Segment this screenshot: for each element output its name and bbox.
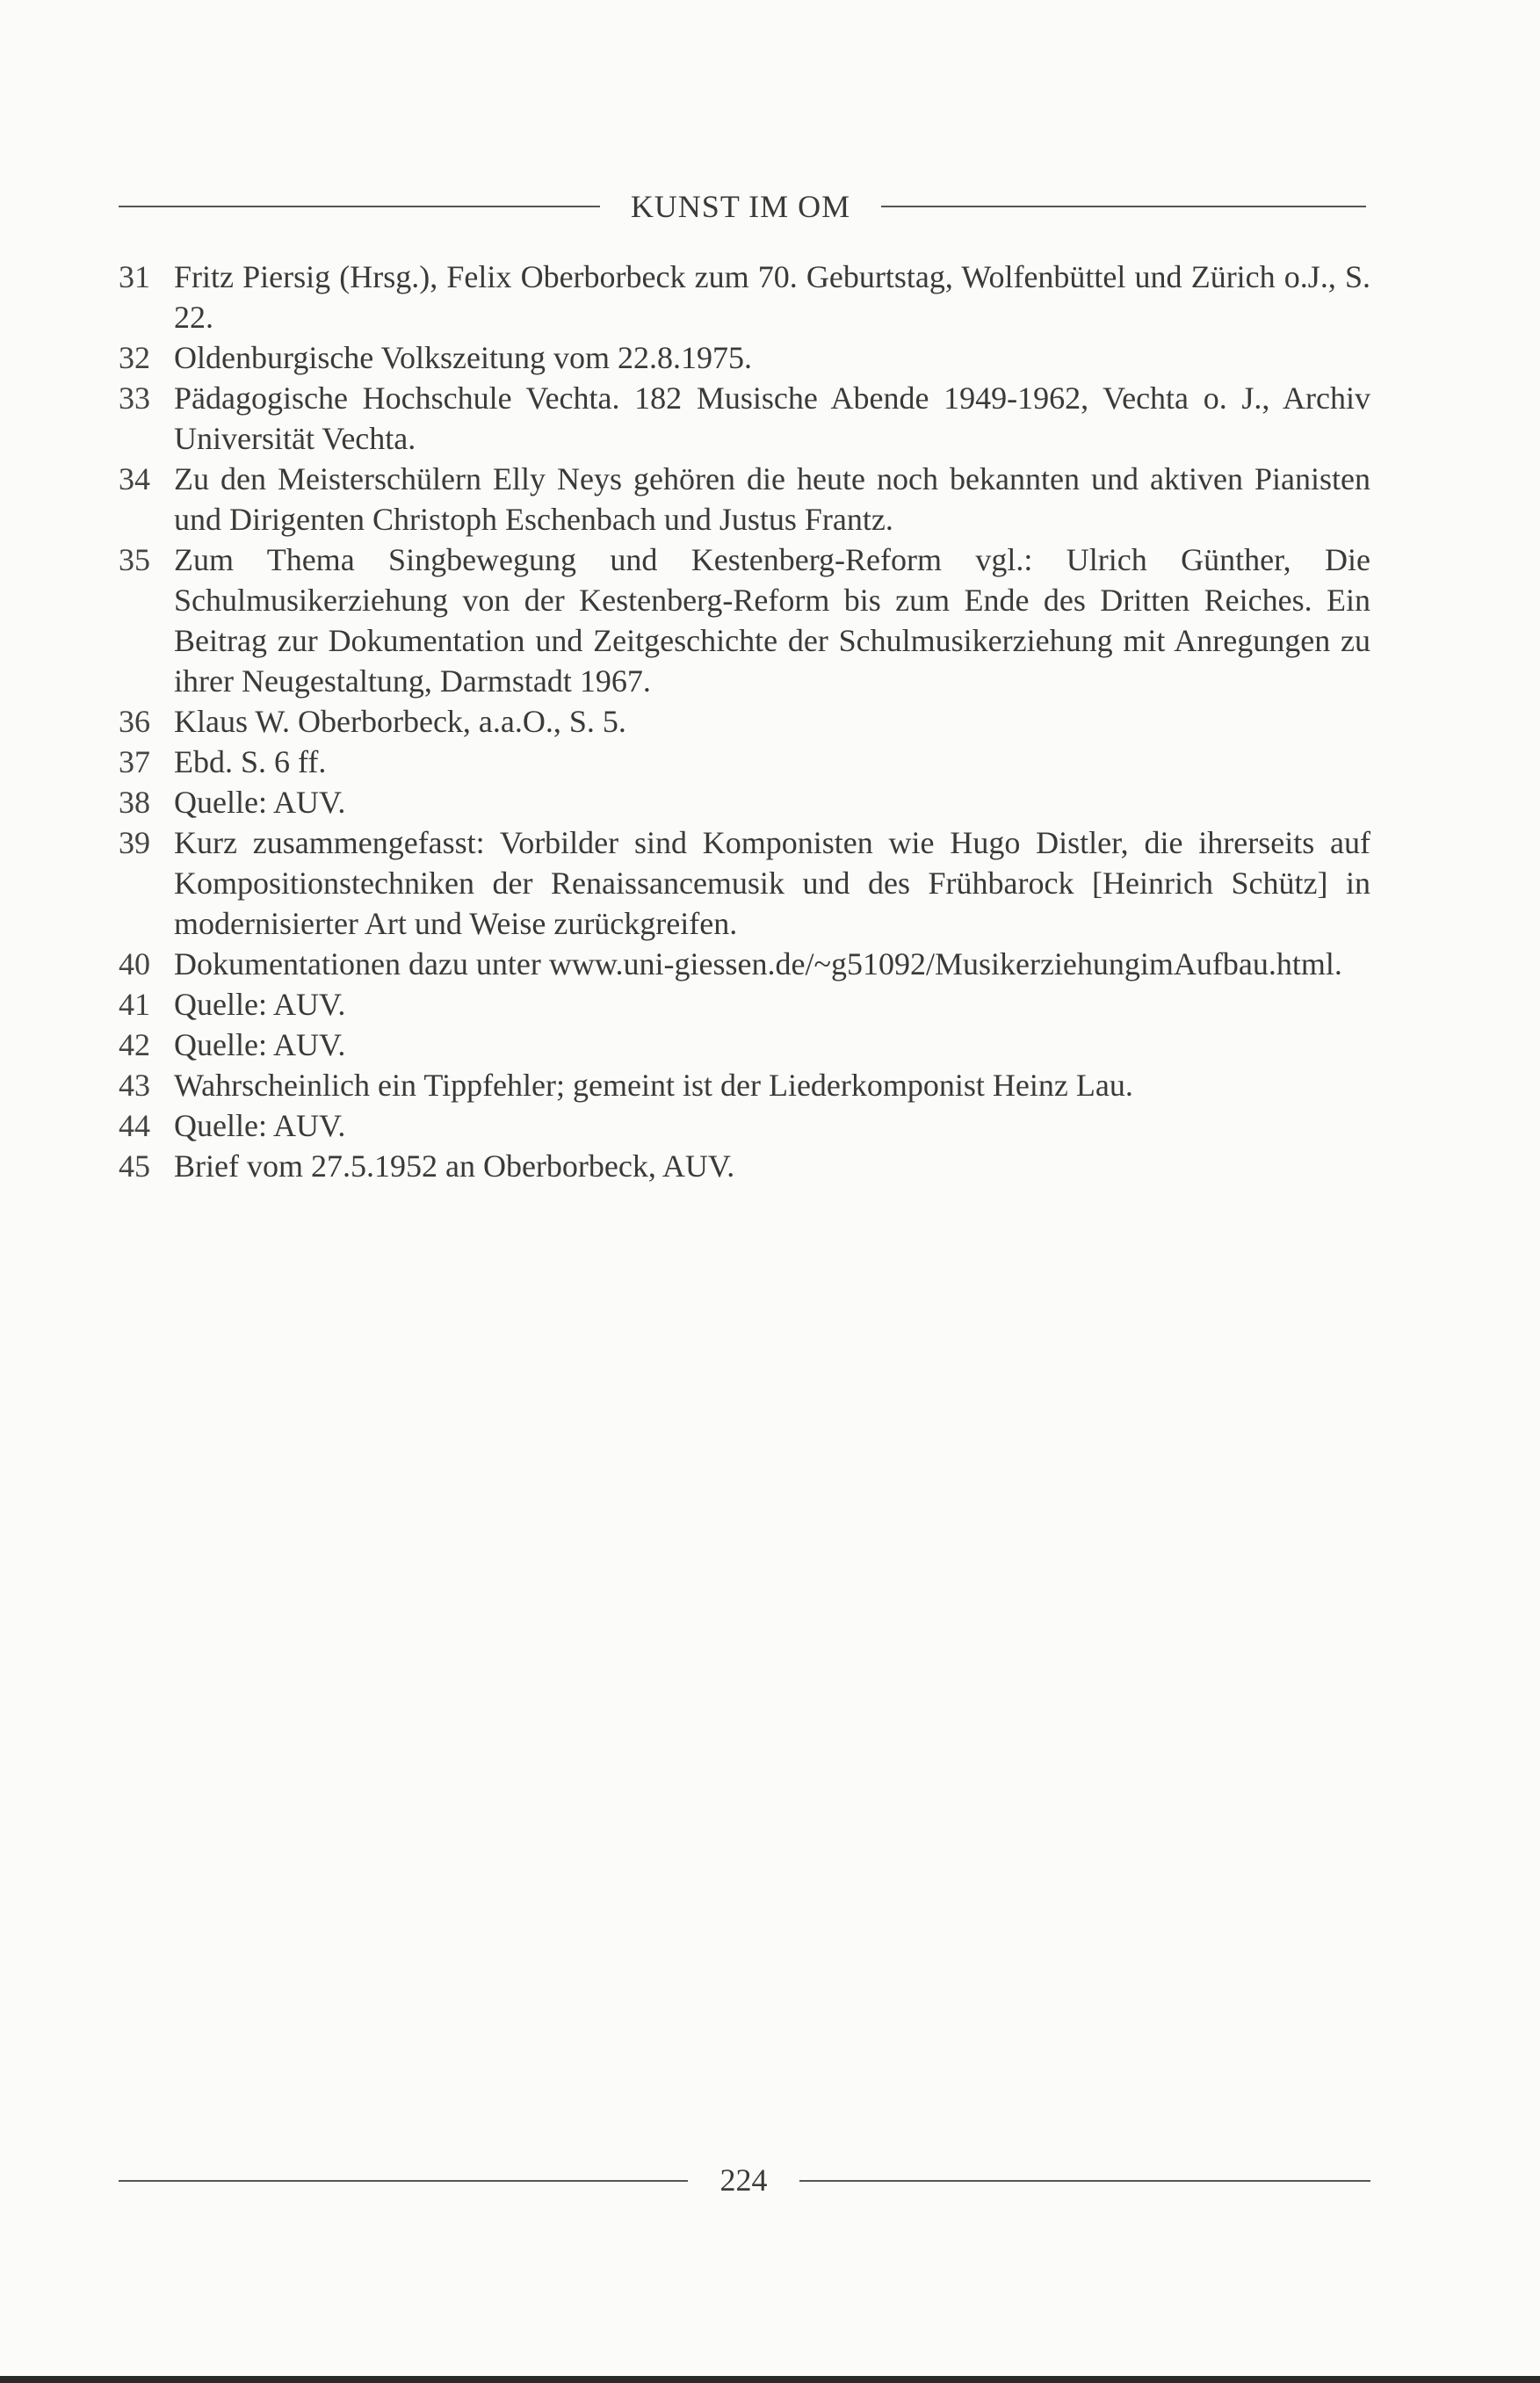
endnote <box>119 782 1370 822</box>
endnote <box>119 701 1370 742</box>
endnote <box>119 944 1370 984</box>
header-rule-right <box>881 206 1366 207</box>
endnote <box>119 984 1370 1025</box>
endnote-text: Quelle: AUV. <box>174 1108 346 1143</box>
endnote <box>119 822 1370 944</box>
endnote <box>119 742 1370 782</box>
endnote-text: Ebd. S. 6 ff. <box>174 744 327 779</box>
endnote-number: 36 <box>119 704 150 739</box>
endnote-text: Fritz Piersig (Hrsg.), Felix Oberborbeck zum 70. Geburtstag, Wolfenbüttel und Zürich o.J., S. 22. <box>174 259 1370 335</box>
endnote-text: Kurz zusammengefasst: Vorbilder sind Komponisten wie Hugo Distler, die ihrerseits auf Kompositionstechniken der Renaissancemusik und des Frühbarock [Heinrich Schütz] in modernisierter Art und Weise zurückgreifen. <box>174 825 1370 941</box>
scan-bottom-edge <box>0 2376 1540 2383</box>
endnote <box>119 1105 1370 1146</box>
endnote-number: 44 <box>119 1108 150 1143</box>
endnote-text: Brief vom 27.5.1952 an Oberborbeck, AUV. <box>174 1148 735 1184</box>
endnote-text: Klaus W. Oberborbeck, a.a.O., S. 5. <box>174 704 626 739</box>
page-number: 224 <box>719 2162 768 2198</box>
endnote <box>119 257 1370 337</box>
endnote <box>119 337 1370 378</box>
endnote-text: Oldenburgische Volkszeitung vom 22.8.1975. <box>174 340 752 375</box>
running-header <box>119 186 1366 230</box>
header-rule-left <box>119 206 600 207</box>
endnote-number: 31 <box>119 259 150 294</box>
endnote-number: 38 <box>119 785 150 820</box>
endnote-text: Quelle: AUV. <box>174 1027 346 1062</box>
endnote-number: 32 <box>119 340 150 375</box>
endnote <box>119 1146 1370 1186</box>
endnote <box>119 1065 1370 1105</box>
endnote <box>119 540 1370 701</box>
endnote <box>119 1025 1370 1065</box>
footer-rule-left <box>119 2180 688 2182</box>
endnote-text: Zum Thema Singbewegung und Kestenberg-Reform vgl.: Ulrich Günther, Die Schulmusikerziehung von der Kestenberg-Reform bis zum Ende des Dritten Reiches. Ein Beitrag zur Dokumentation und Zeitgeschichte der Schulmusikerziehung mit Anregungen zu ihrer Neugestaltung, Darmstadt 1967. <box>174 542 1370 699</box>
endnote-number: 41 <box>119 987 150 1022</box>
endnote <box>119 459 1370 540</box>
endnote-number: 35 <box>119 542 150 577</box>
endnote <box>119 378 1370 459</box>
endnote-text: Zu den Meisterschülern Elly Neys gehören die heute noch bekannten und aktiven Pianisten und Dirigenten Christoph Eschenbach und Justus Frantz. <box>174 461 1370 537</box>
endnote-number: 43 <box>119 1068 150 1103</box>
page-footer <box>119 2158 1370 2202</box>
footer-rule-right <box>799 2180 1370 2182</box>
endnote-text: Pädagogische Hochschule Vechta. 182 Musische Abende 1949-1962, Vechta o. J., Archiv Universität Vechta. <box>174 380 1370 456</box>
endnotes-list <box>119 257 1370 1186</box>
endnote-text: Quelle: AUV. <box>174 987 346 1022</box>
endnote-number: 42 <box>119 1027 150 1062</box>
endnote-text: Quelle: AUV. <box>174 785 346 820</box>
running-title: KUNST IM OM <box>630 189 851 224</box>
endnote-number: 45 <box>119 1148 150 1184</box>
endnote-text: Dokumentationen dazu unter www.uni-giessen.de/~g51092/MusikerziehungimAufbau.html. <box>174 946 1342 981</box>
endnote-text: Wahrscheinlich ein Tippfehler; gemeint ist der Liederkomponist Heinz Lau. <box>174 1068 1133 1103</box>
endnote-number: 40 <box>119 946 150 981</box>
endnote-number: 37 <box>119 744 150 779</box>
endnote-number: 33 <box>119 380 150 416</box>
endnote-number: 34 <box>119 461 150 496</box>
endnote-number: 39 <box>119 825 150 860</box>
